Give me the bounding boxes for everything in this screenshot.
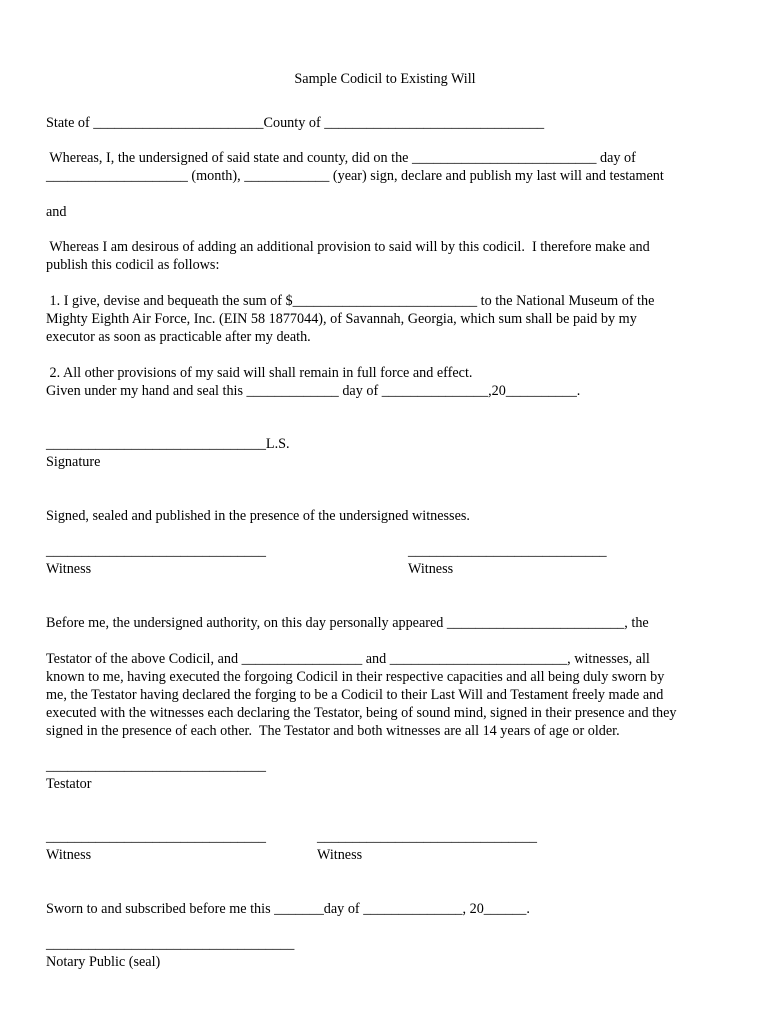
witness-label-left: Witness bbox=[46, 561, 92, 577]
testator-paragraph-line-2: known to me, having executed the forgoing Codicil in their respective capacities and all being duly sworn by bbox=[46, 669, 665, 685]
whereas-paragraph-1-line-1: Whereas, I, the undersigned of said state and county, did on the __________________________ day of bbox=[46, 150, 636, 166]
witness2-label-left: Witness bbox=[46, 847, 92, 863]
whereas-paragraph-1-line-2: ____________________ (month), ____________ (year) sign, declare and publish my last will and testament bbox=[46, 168, 664, 184]
provision-1-line-3: executor as soon as practicable after my death. bbox=[46, 329, 311, 345]
testator-paragraph-line-5: signed in the presence of each other. The Testator and both witnesses are all 14 years of age or older. bbox=[46, 723, 620, 739]
witness2-blank-left: _______________________________ bbox=[46, 829, 266, 845]
witness2-label-right: Witness bbox=[317, 847, 363, 863]
provision-1-line-2: Mighty Eighth Air Force, Inc. (EIN 58 1877044), of Savannah, Georgia, which sum shall be paid by my bbox=[46, 311, 637, 327]
testator-sign-blank: _______________________________ bbox=[46, 758, 266, 774]
witness-label-right: Witness bbox=[408, 561, 454, 577]
testator-label: Testator bbox=[46, 776, 92, 792]
given-under-hand-line: Given under my hand and seal this _____________ day of _______________,20__________. bbox=[46, 383, 581, 399]
testator-paragraph-line-1: Testator of the above Codicil, and _________________ and _________________________, witnesses, all bbox=[46, 651, 650, 667]
before-me-text: Before me, the undersigned authority, on this day personally appeared _________________________, the bbox=[46, 615, 649, 631]
and-text: and bbox=[46, 204, 67, 220]
provision-1-line-1: 1. I give, devise and bequeath the sum of $__________________________ to the National Museum of the bbox=[46, 293, 655, 309]
signed-sealed-text: Signed, sealed and published in the presence of the undersigned witnesses. bbox=[46, 508, 470, 524]
signature-blank: _______________________________L.S. bbox=[46, 436, 290, 452]
testator-paragraph-line-4: executed with the witnesses each declaring the Testator, being of sound mind, signed in their presence and they bbox=[46, 705, 677, 721]
provision-2-line: 2. All other provisions of my said will shall remain in full force and effect. bbox=[46, 365, 473, 381]
signature-label: Signature bbox=[46, 454, 101, 470]
witness2-blank-right: _______________________________ bbox=[317, 829, 537, 845]
whereas-paragraph-2-line-2: publish this codicil as follows: bbox=[46, 257, 220, 273]
document-title: Sample Codicil to Existing Will bbox=[294, 71, 476, 87]
state-county-line: State of ________________________County of _______________________________ bbox=[46, 115, 545, 131]
notary-label: Notary Public (seal) bbox=[46, 954, 161, 970]
witness-blank-left: _______________________________ bbox=[46, 543, 266, 559]
notary-blank: ___________________________________ bbox=[46, 936, 295, 952]
sworn-subscribed-line: Sworn to and subscribed before me this _______day of ______________, 20______. bbox=[46, 901, 530, 917]
witness-blank-right: ____________________________ bbox=[408, 543, 607, 559]
testator-paragraph-line-3: me, the Testator having declared the forging to be a Codicil to their Last Will and Testament freely made and bbox=[46, 687, 664, 703]
whereas-paragraph-2-line-1: Whereas I am desirous of adding an additional provision to said will by this codicil. I therefore make and bbox=[46, 239, 650, 255]
